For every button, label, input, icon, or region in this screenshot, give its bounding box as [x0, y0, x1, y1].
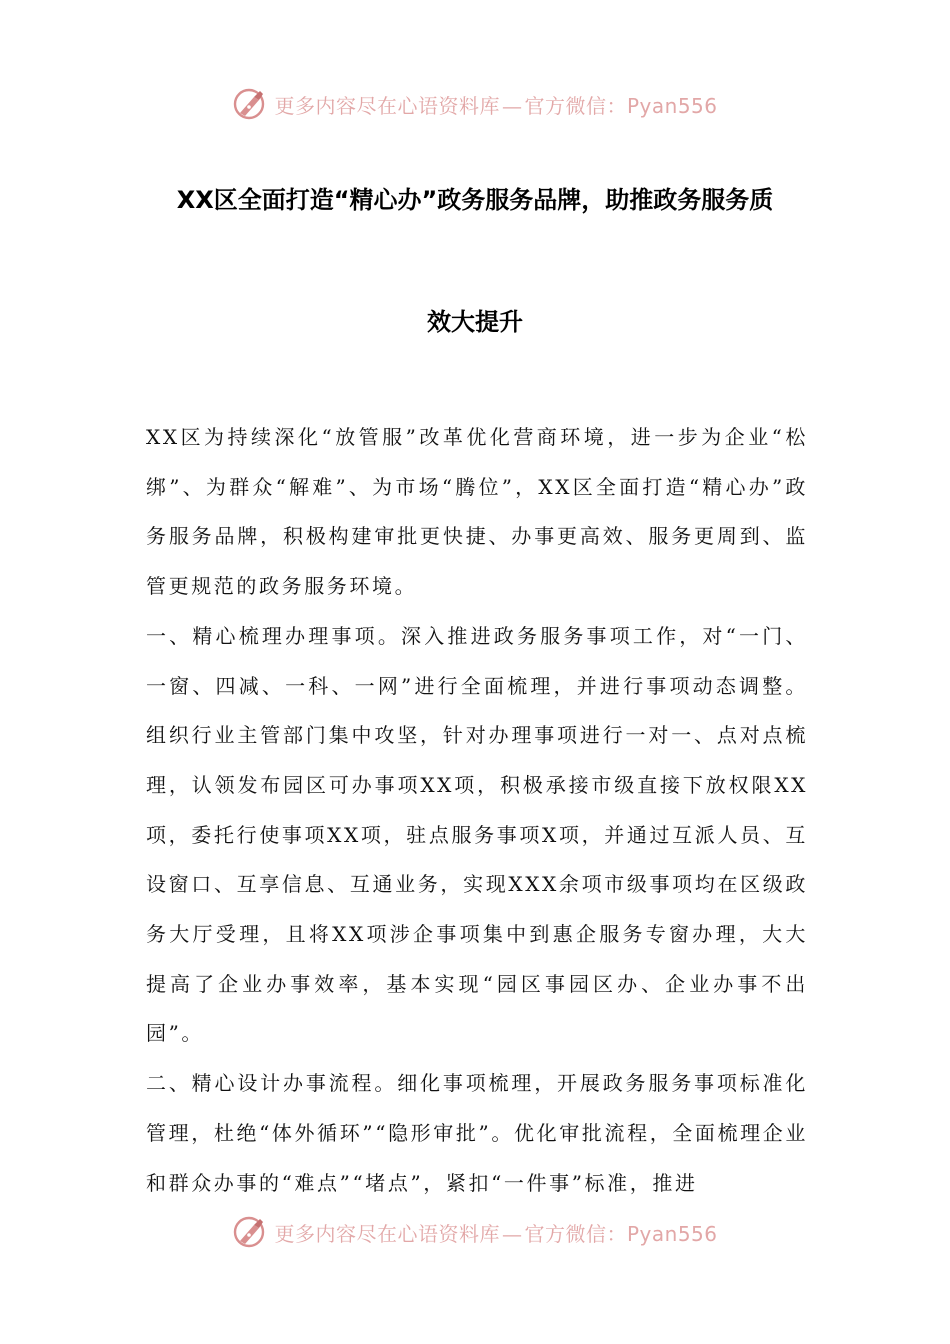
pen-nib-icon	[232, 86, 268, 122]
document-title-line1: XX区全面打造“精心办”政务服务品牌，助推政务服务质	[176, 186, 774, 214]
document-body	[146, 413, 808, 1208]
watermark-label: 官方微信：	[524, 1221, 627, 1246]
pen-nib-icon	[232, 1214, 268, 1250]
watermark-text: 更多内容尽在心语资料库	[274, 93, 500, 118]
document-title-line2: 效大提升	[427, 308, 523, 336]
footer-watermark	[0, 1212, 950, 1252]
watermark-label: 官方微信：	[524, 93, 627, 118]
watermark-dash: —	[501, 1221, 523, 1246]
header-watermark	[0, 84, 950, 124]
watermark-dash: —	[501, 93, 523, 118]
paragraph-intro: XX区为持续深化“放管服”改革优化营商环境，进一步为企业“松绑”、为群众“解难”、为市场“腾位”，XX区全面打造“精心办”政务服务品牌，积极构建审批更快捷、办事更高效、服务更周到、监管更规范的政务服务环境。	[146, 425, 808, 599]
watermark-wechat-id: Pyan556	[626, 1221, 718, 1246]
paragraph-section-2: 二、精心设计办事流程。细化事项梳理，开展政务服务事项标准化管理，杜绝“体外循环”“隐形审批”。优化审批流程，全面梳理企业和群众办事的“难点”“堵点”，紧扣“一件事”标准，推进	[146, 1071, 808, 1195]
watermark-wechat-id: Pyan556	[626, 93, 718, 118]
paragraph-section-1: 一、精心梳理办理事项。深入推进政务服务事项工作，对“一门、一窗、四减、一科、一网”进行全面梳理，并进行事项动态调整。组织行业主管部门集中攻坚，针对办理事项进行一对一、点对点梳理，认领发布园区可办事项XX项，积极承接市级直接下放权限XX项，委托行使事项XX项，驻点服务事项X项，并通过互派人员、互设窗口、互享信息、互通业务，实现XXX余项市级事项均在区级政务大厅受理，且将XX项涉企事项集中到惠企服务专窗办理，大大提高了企业办事效率，基本实现“园区事园区办、企业办事不出园”。	[146, 623, 808, 1046]
watermark-text: 更多内容尽在心语资料库	[274, 1221, 500, 1246]
